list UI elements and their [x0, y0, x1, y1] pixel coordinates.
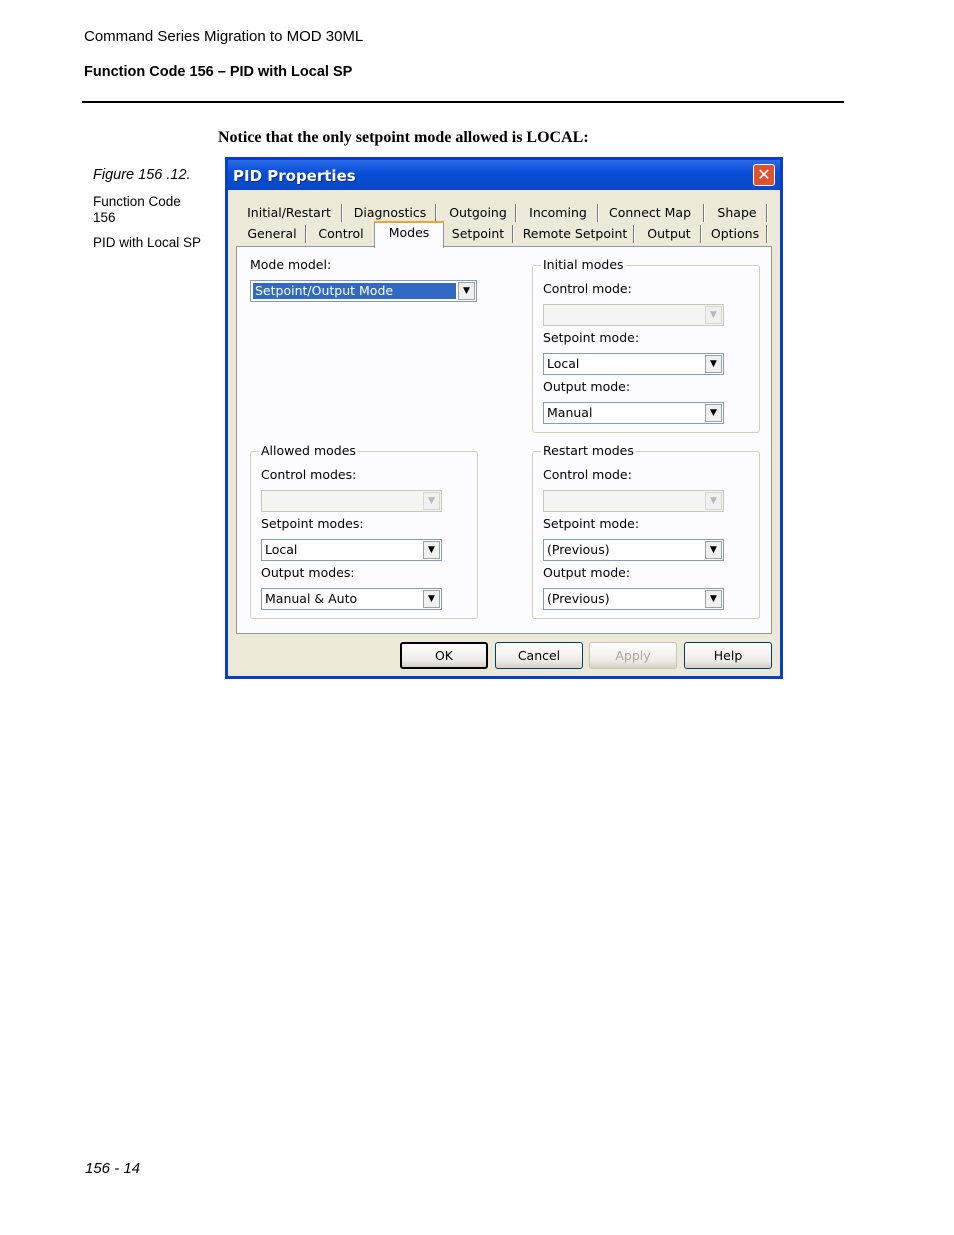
restart-setpoint-value: (Previous) — [547, 542, 610, 557]
dialog-title: PID Properties — [233, 167, 356, 185]
restart-control-label: Control mode: — [543, 467, 632, 482]
tab-incoming[interactable]: Incoming — [529, 205, 587, 220]
tab-connect-map[interactable]: Connect Map — [608, 205, 692, 220]
allowed-setpoint-label: Setpoint modes: — [261, 516, 364, 531]
tab-separator — [703, 204, 705, 222]
restart-output-value: (Previous) — [547, 591, 610, 606]
restart-modes-group — [532, 443, 760, 619]
function-code-label: Function Code — [93, 194, 181, 209]
initial-modes-group — [532, 257, 760, 433]
tab-setpoint[interactable]: Setpoint — [451, 226, 505, 241]
tab-shape[interactable]: Shape — [717, 205, 757, 220]
chevron-down-icon[interactable]: ▼ — [705, 541, 722, 559]
page-number: 156 - 14 — [85, 1160, 141, 1177]
chevron-down-icon: ▼ — [423, 492, 440, 510]
help-button[interactable]: Help — [684, 642, 772, 669]
initial-modes-legend: Initial modes — [543, 257, 624, 272]
restart-setpoint-label: Setpoint mode: — [543, 516, 640, 531]
figure-subtitle: PID with Local SP — [93, 235, 202, 250]
initial-output-select[interactable] — [543, 402, 724, 424]
chevron-down-icon: ▼ — [705, 306, 722, 324]
allowed-control-select[interactable] — [261, 490, 442, 512]
initial-setpoint-label: Setpoint mode: — [543, 330, 640, 345]
restart-output-label: Output mode: — [543, 565, 631, 580]
chevron-down-icon[interactable]: ▼ — [705, 355, 722, 373]
dialog-titlebar[interactable] — [228, 160, 780, 190]
tab-separator — [700, 225, 702, 243]
chevron-down-icon[interactable]: ▼ — [705, 404, 722, 422]
tab-separator — [597, 204, 599, 222]
chevron-down-icon[interactable]: ▼ — [423, 590, 440, 608]
tab-separator — [766, 225, 768, 243]
close-button[interactable] — [753, 164, 775, 186]
close-icon: ✕ — [757, 165, 771, 184]
apply-button[interactable]: Apply — [589, 642, 677, 669]
tab-output[interactable]: Output — [647, 226, 691, 241]
tab-control[interactable]: Control — [318, 226, 364, 241]
restart-control-select[interactable] — [543, 490, 724, 512]
allowed-setpoint-select[interactable] — [261, 539, 442, 561]
tab-separator — [341, 204, 343, 222]
initial-control-select[interactable] — [543, 304, 724, 326]
initial-setpoint-select[interactable] — [543, 353, 724, 375]
cancel-button[interactable]: Cancel — [495, 642, 583, 669]
allowed-modes-group — [250, 443, 478, 619]
allowed-modes-legend: Allowed modes — [261, 443, 356, 458]
tab-remote-setpoint[interactable]: Remote Setpoint — [522, 226, 628, 241]
mode-model-select[interactable] — [250, 280, 477, 302]
tab-separator — [766, 204, 768, 222]
tab-diagnostics[interactable]: Diagnostics — [353, 205, 427, 220]
notice-text: Notice that the only setpoint mode allowed is LOCAL: — [218, 129, 589, 146]
allowed-output-label: Output modes: — [261, 565, 355, 580]
allowed-control-label: Control modes: — [261, 467, 357, 482]
pid-properties-dialog — [225, 157, 783, 679]
tab-separator — [305, 225, 307, 243]
chevron-down-icon[interactable]: ▼ — [423, 541, 440, 559]
section-title: Function Code 156 – PID with Local SP — [84, 64, 353, 80]
modes-panel — [236, 246, 772, 634]
tab-outgoing[interactable]: Outgoing — [449, 205, 507, 220]
initial-output-label: Output mode: — [543, 379, 631, 394]
allowed-output-select[interactable] — [261, 588, 442, 610]
initial-output-value: Manual — [547, 405, 593, 420]
mode-model-label: Mode model: — [250, 257, 332, 272]
mode-model-value: Setpoint/Output Mode — [253, 283, 456, 299]
tab-separator — [435, 204, 437, 222]
initial-control-label: Control mode: — [543, 281, 632, 296]
restart-modes-legend: Restart modes — [543, 443, 634, 458]
tab-initial-restart[interactable]: Initial/Restart — [247, 205, 331, 220]
tab-general[interactable]: General — [247, 226, 297, 241]
initial-setpoint-value: Local — [547, 356, 580, 371]
header-divider — [82, 101, 844, 103]
function-code-number: 156 — [93, 210, 116, 225]
ok-button[interactable]: OK — [400, 642, 488, 669]
restart-setpoint-select[interactable] — [543, 539, 724, 561]
restart-output-select[interactable] — [543, 588, 724, 610]
tab-modes[interactable]: Modes — [374, 221, 444, 248]
allowed-setpoint-value: Local — [265, 542, 298, 557]
chevron-down-icon: ▼ — [705, 492, 722, 510]
tab-separator — [512, 225, 514, 243]
chevron-down-icon[interactable]: ▼ — [458, 282, 475, 300]
tab-options[interactable]: Options — [710, 226, 760, 241]
tab-separator — [633, 225, 635, 243]
allowed-output-value: Manual & Auto — [265, 591, 358, 606]
document-title: Command Series Migration to MOD 30ML — [84, 28, 364, 45]
figure-label: Figure 156 .12. — [93, 167, 191, 183]
chevron-down-icon[interactable]: ▼ — [705, 590, 722, 608]
tab-separator — [515, 204, 517, 222]
